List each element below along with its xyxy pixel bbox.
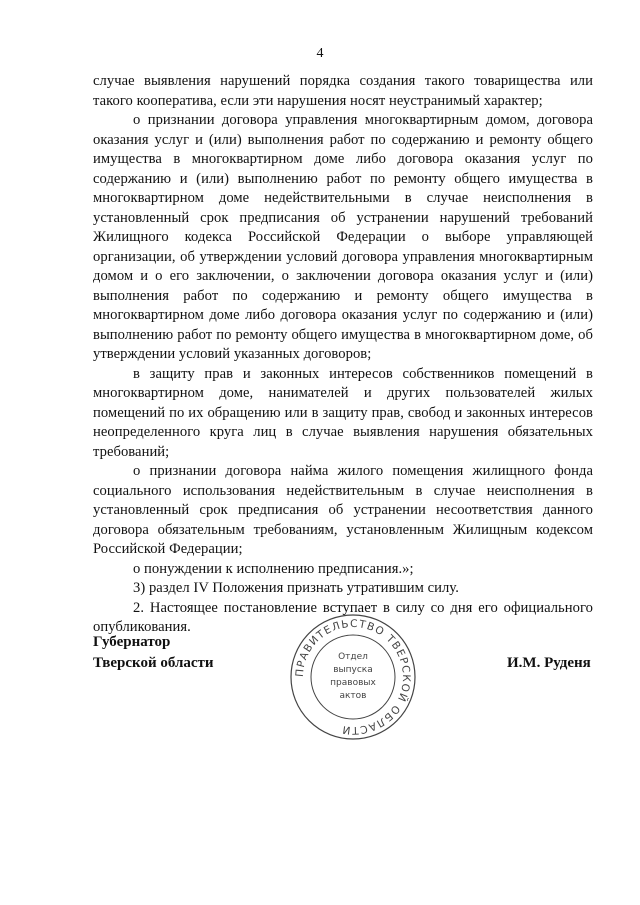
signatory-title-line: Тверской области xyxy=(93,655,214,671)
page-number: 4 xyxy=(316,46,324,61)
stamp-center-line: выпуска xyxy=(333,665,373,675)
stamp-ring-text: ПРАВИТЕЛЬСТВО ТВЕРСКОЙ ОБЛАСТИ xyxy=(293,617,413,737)
paragraph: случае выявления нарушений порядка создания такого товарищества или такого кооператива, если эти нарушения носят неустранимый характер; xyxy=(93,73,593,109)
document-body xyxy=(93,72,593,638)
stamp-center-line: правовых xyxy=(330,678,376,688)
paragraph: в защиту прав и законных интересов собственников помещений в многоквартирном доме, нанимателей и других пользователей жилых помещений по их обращению или в защиту прав, свобод и законных интересов неопределенного круга лиц в случае выявления нарушения обязательных требований; xyxy=(93,365,593,460)
svg-text:ПРАВИТЕЛЬСТВО ТВЕРСКОЙ ОБЛАСТИ xyxy=(294,618,412,736)
paragraph: о признании договора управления многоквартирным домом, договора оказания услуг и (или) выполнения работ по содержанию и ремонту общего имущества в многоквартирном доме либо договора оказания услуг по содержанию и (или) выполнению работ по ремонту общего имущества в многоквартирном доме недействительными в случае неисполнения в установленный срок предписания об устранении нарушений требований Жилищного кодекса Российской Федерации о выборе управляющей организации, об утверждении условий договора управления многоквартирным домом и о его заключении, о заключении договора оказания услуг и (или) выполнения работ по содержанию и ремонту общего имущества в многоквартирном доме либо договора оказания услуг по содержанию и (или) выполнению работ по ремонту общего имущества в многоквартирном доме, об утверждении условий указанных договоров; xyxy=(93,112,593,362)
stamp-center-line: Отдел xyxy=(338,652,368,662)
paragraph: 2. Настоящее постановление вступает в силу со дня его официального опубликования. xyxy=(93,599,593,635)
stamp-center-line: актов xyxy=(339,691,367,701)
paragraph: о признании договора найма жилого помещения жилищного фонда социального использования недействительным в случае неисполнения в установленный срок предписания об устранении несоответствия данного договора обязательным требованиям, установленным Жилищным кодексом Российской Федерации; xyxy=(93,463,593,557)
signatory-title xyxy=(93,632,214,674)
stamp-seal xyxy=(288,612,418,742)
signatory-name: И.М. Руденя xyxy=(507,655,591,671)
paragraph: о понуждении к исполнению предписания.»; xyxy=(133,560,414,577)
official-stamp xyxy=(288,612,418,742)
signatory-title-line: Губернатор xyxy=(93,634,171,650)
paragraph: 3) раздел IV Положения признать утратившим силу. xyxy=(133,580,459,596)
